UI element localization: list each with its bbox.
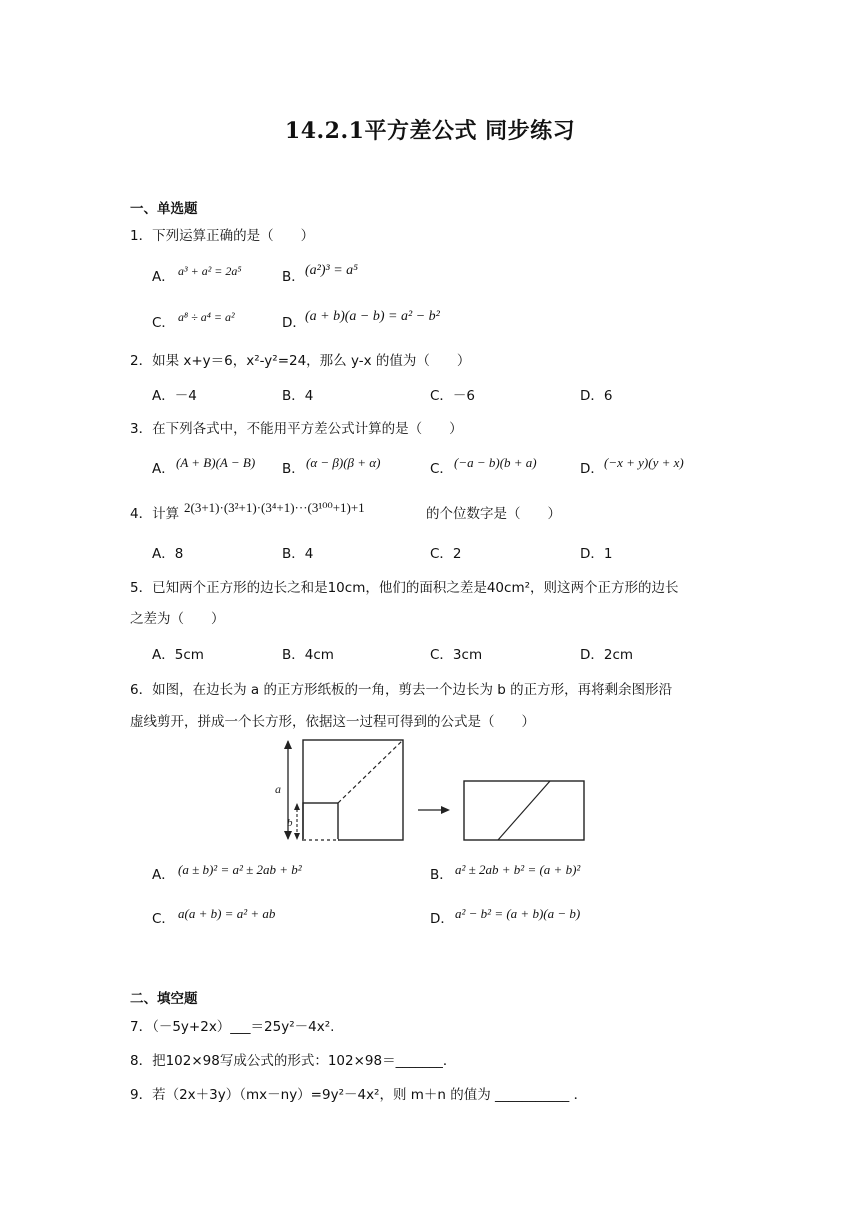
q5-option-b: B．4cm — [282, 647, 334, 663]
question-2-stem: 2．如果 x+y＝6，x²-y²=24，那么 y-x 的值为（ ） — [130, 353, 471, 369]
rectangle-diagonal — [498, 781, 550, 840]
q5-option-a: A．5cm — [152, 647, 204, 663]
q6-option-a-math: (a ± b)² = a² ± 2ab + b² — [178, 862, 302, 877]
section-heading-single-choice: 一、单选题 — [130, 201, 198, 217]
question-1-stem: 1．下列运算正确的是（ ） — [130, 228, 315, 244]
q6-option-d-label: D． — [430, 911, 454, 927]
question-4-stem-prefix: 4．计算 — [130, 506, 180, 522]
question-5-line-2: 之差为（ ） — [130, 611, 225, 627]
q6-option-a-label: A． — [152, 867, 175, 883]
question-8: 8．把102×98写成公式的形式：102×98＝_______． — [130, 1053, 457, 1069]
a-label: a — [275, 782, 281, 796]
q3-option-d-math: (−x + y)(y + x) — [604, 455, 684, 470]
q3-option-c-math: (−a − b)(b + a) — [454, 455, 537, 470]
q4-option-d: D．1 — [580, 546, 613, 562]
q3-option-c-label: C． — [430, 461, 453, 477]
q3-option-b-math: (α − β)(β + α) — [306, 455, 381, 470]
q6-option-b-label: B． — [430, 867, 453, 883]
q3-option-d-label: D． — [580, 461, 604, 477]
question-9: 9．若（2x＋3y）（mx－ny）=9y²－4x²，则 m＋n 的值为 ___________ ． — [130, 1087, 588, 1103]
q2-option-b: B．4 — [282, 388, 314, 404]
b-label: b — [287, 817, 293, 829]
section-heading-fill-blank: 二、填空题 — [130, 991, 198, 1007]
question-4-expression: 2(3+1)·(3²+1)·(3⁴+1)···(3¹⁰⁰+1)+1 — [184, 500, 365, 515]
small-square — [303, 803, 338, 840]
square-to-rectangle-figure — [270, 735, 600, 847]
q5-option-d: D．2cm — [580, 647, 634, 663]
q3-option-b-label: B． — [282, 461, 305, 477]
big-square — [303, 740, 403, 840]
q6-option-d-math: a² − b² = (a + b)(a − b) — [455, 906, 581, 921]
q1-option-a-math: a³ + a² = 2a⁵ — [178, 264, 242, 278]
q2-option-d: D．6 — [580, 388, 613, 404]
q3-option-a-math: (A + B)(A − B) — [176, 455, 256, 470]
question-6-line-2: 虚线剪开，拼成一个长方形，依据这一过程可得到的公式是（ ） — [130, 714, 535, 730]
q1-option-d-label: D． — [282, 315, 306, 331]
q6-option-b-math: a² ± 2ab + b² = (a + b)² — [455, 862, 581, 877]
question-4-stem-suffix: 的个位数字是（ ） — [426, 506, 561, 522]
q1-option-c-math: a⁸ ÷ a⁴ = a² — [178, 310, 235, 324]
q1-option-c-label: C． — [152, 315, 175, 331]
q1-option-b-math: (a²)³ = a⁵ — [305, 263, 359, 278]
q3-option-a-label: A． — [152, 461, 175, 477]
question-3-stem: 3．在下列各式中，不能用平方差公式计算的是（ ） — [130, 421, 463, 437]
q1-option-a-label: A． — [152, 269, 175, 285]
q2-option-a: A．－4 — [152, 388, 197, 404]
question-5-line-1: 5．已知两个正方形的边长之和是10cm，他们的面积之差是40cm²，则这两个正方形的边长 — [130, 580, 679, 596]
page-title: 14.2.1平方差公式 同步练习 — [284, 118, 576, 144]
dashed-cut-line — [338, 740, 403, 803]
q4-option-c: C．2 — [430, 546, 462, 562]
q6-option-c-label: C． — [152, 911, 175, 927]
question-6-line-1: 6．如图，在边长为 a 的正方形纸板的一角，剪去一个边长为 b 的正方形，再将剩余图形沿 — [130, 682, 673, 698]
q1-option-b-label: B． — [282, 269, 305, 285]
question-7: 7．（－5y+2x）___＝25y²－4x². — [130, 1019, 335, 1035]
q6-option-c-math: a(a + b) = a² + ab — [178, 906, 276, 921]
q1-option-d-math: (a + b)(a − b) = a² − b² — [305, 309, 440, 324]
q5-option-c: C．3cm — [430, 647, 483, 663]
q4-option-a: A．8 — [152, 546, 184, 562]
q2-option-c: C．－6 — [430, 388, 476, 404]
q4-option-b: B．4 — [282, 546, 314, 562]
